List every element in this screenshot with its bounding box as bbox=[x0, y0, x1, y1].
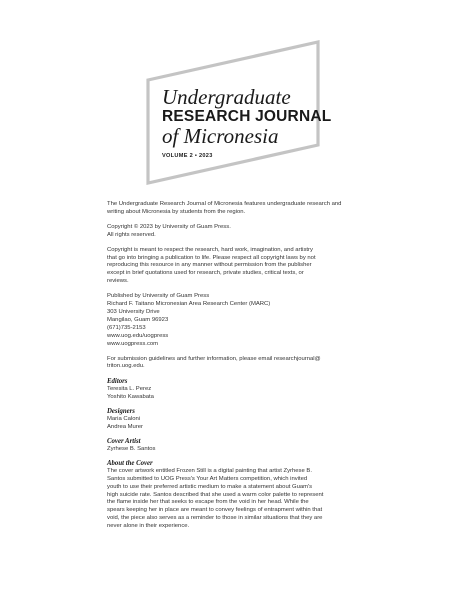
title-line-1: Undergraduate bbox=[162, 85, 291, 109]
title-line-2: RESEARCH JOURNAL bbox=[162, 108, 332, 125]
volume-label: VOLUME 2 • 2023 bbox=[162, 153, 213, 159]
rights-notice-line: that go into bringing a publication to life. Please respect all copyright laws by not bbox=[107, 254, 316, 261]
designer-name: Andrea Murer bbox=[107, 424, 144, 431]
about-cover-line: never alone in their experience. bbox=[107, 523, 190, 530]
cover-artist-heading: Cover Artist bbox=[107, 437, 141, 445]
intro-text: The Undergraduate Research Journal of Micronesia features undergraduate research and writing about Micronesia by students from the region. bbox=[107, 201, 342, 215]
rights-notice-line: reproducing this resource in any manner without permission from the publisher bbox=[107, 262, 312, 269]
publisher-link[interactable]: www.uog.edu/uogpress bbox=[107, 332, 169, 339]
colophon bbox=[107, 201, 357, 531]
designers-heading: Designers bbox=[107, 408, 135, 416]
editor-name: Teresita L. Perez bbox=[107, 386, 152, 393]
about-cover-line: high suicide rate. Santos described that she used a warm color palette to represent bbox=[107, 491, 324, 498]
rights-notice-line: reviews. bbox=[107, 278, 129, 285]
rights-notice-line: except in brief quotations used for research, private studies, critical texts, or bbox=[107, 270, 304, 277]
journal-title bbox=[162, 85, 332, 159]
publisher-line: 303 University Drive bbox=[107, 308, 160, 315]
publisher-line: Mangilao, Guam 96923 bbox=[107, 316, 169, 323]
cover-artist-name: Zyrhese B. Santos bbox=[107, 445, 156, 452]
editor-name: Yoshito Kawabata bbox=[107, 394, 154, 401]
rights-notice-line: Copyright is meant to respect the research, hard work, imagination, and artistry bbox=[107, 246, 313, 253]
submission-line: For submission guidelines and further information, please email researchjournal@ bbox=[107, 355, 321, 362]
about-cover-line: the flame inside her that seeks to escape from the void in her head. While the bbox=[107, 499, 309, 506]
publisher-link[interactable]: www.uogpress.com bbox=[107, 340, 159, 347]
submission-line: triton.uog.edu. bbox=[107, 363, 145, 370]
about-cover-line: youth to use their preferred artistic medium to make a statement about Guam's bbox=[107, 483, 313, 490]
copyright-line: Copyright © 2023 by University of Guam Press. bbox=[107, 223, 231, 230]
about-cover-line: The cover artwork entitled Frozen Still is a digital painting that artist Zyrhese B. bbox=[107, 467, 312, 474]
about-cover-line: spears keeping her in place are meant to convey feelings of entrapment within that bbox=[107, 507, 323, 514]
about-cover-line: void, the piece also serves as a reminder to those in similar situations that they are bbox=[107, 515, 323, 522]
about-cover-line: Santos submitted to UOG Press's Your Art Matters competition, which invited bbox=[107, 475, 308, 482]
publisher-line: Richard F. Taitano Micronesian Area Research Center (MARC) bbox=[107, 301, 271, 308]
designer-name: Maria Caloni bbox=[107, 416, 141, 423]
publisher-line: Published by University of Guam Press bbox=[107, 293, 210, 300]
about-cover-heading: About the Cover bbox=[107, 459, 153, 467]
publisher-line: (671)735-2153 bbox=[107, 324, 146, 331]
copyright-line: All rights reserved. bbox=[107, 231, 156, 238]
editors-heading: Editors bbox=[107, 378, 128, 386]
title-line-3: of Micronesia bbox=[162, 124, 279, 148]
